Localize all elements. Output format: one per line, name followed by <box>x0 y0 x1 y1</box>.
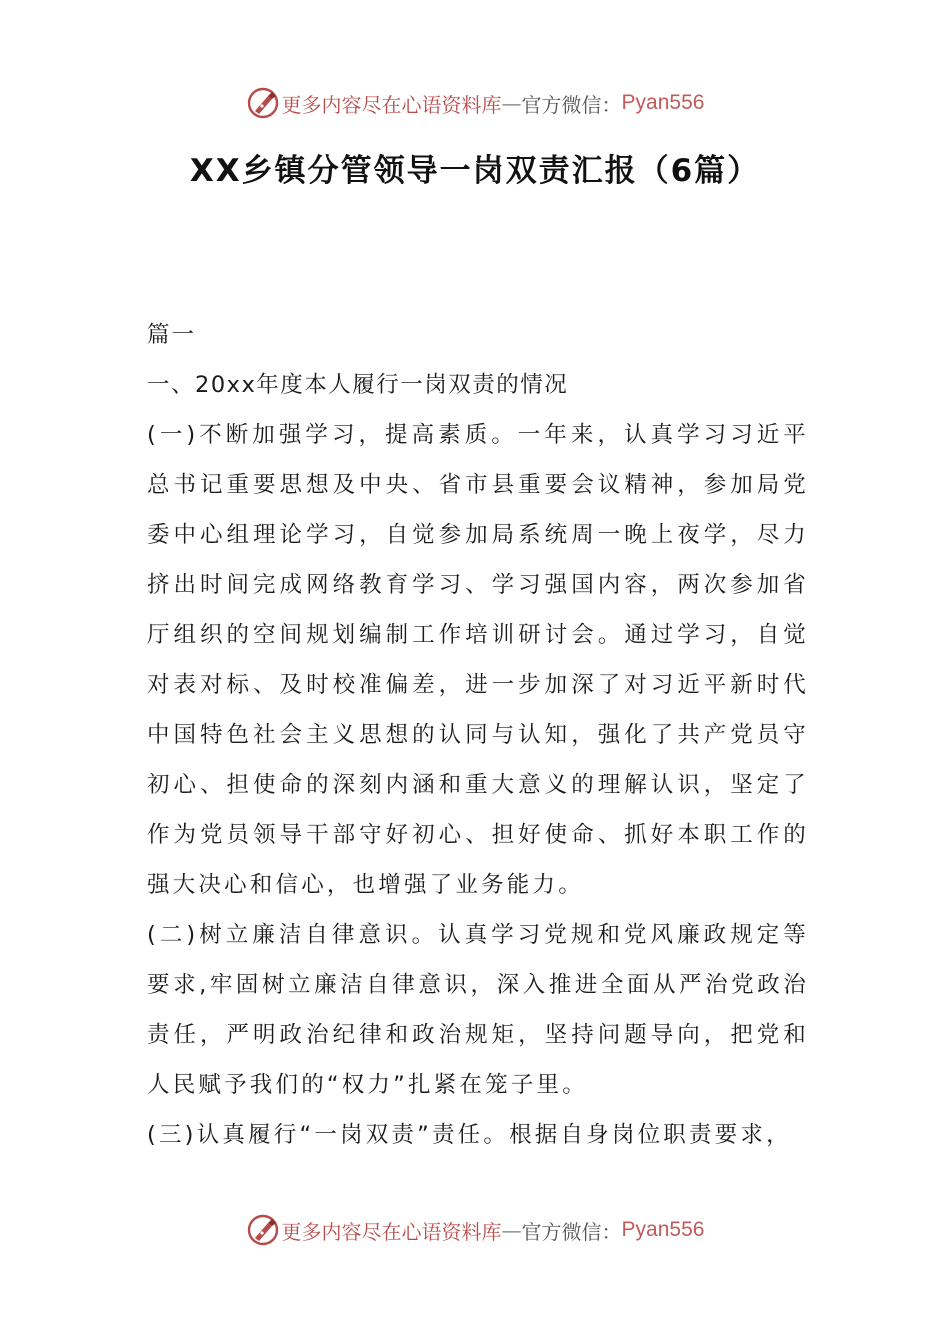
paragraph-3: (三)认真履行“一岗双责”责任。根据自身岗位职责要求， <box>147 1122 792 1148</box>
document-body <box>147 310 809 1160</box>
document-title: XX乡镇分管领导一岗双责汇报（6篇） <box>189 153 761 189</box>
watermark-main-text: 更多内容尽在心语资料库 <box>281 92 502 117</box>
section-heading: 一、20xx年度本人履行一岗双责的情况 <box>147 372 569 398</box>
watermark-header <box>0 83 950 123</box>
watermark-official-label: 官方微信： <box>521 92 622 117</box>
watermark-footer <box>0 1210 950 1250</box>
watermark-main-text: 更多内容尽在心语资料库 <box>281 1219 502 1244</box>
watermark-separator: — <box>501 91 522 115</box>
pen-nib-logo-icon <box>246 86 280 120</box>
paragraph-2: (二)树立廉洁自律意识。认真学习党规和党风廉政规定等要求,牢固树立廉洁自律意识，深入推进全面从严治党政治责任，严明政治纪律和政治规矩，坚持问题导向，把党和人民赋予我们的“权力”扎紧在笼子里。 <box>147 922 809 1098</box>
watermark-official-label: 官方微信： <box>521 1219 622 1244</box>
pen-nib-logo-icon <box>246 1213 280 1247</box>
watermark-separator: — <box>501 1218 522 1242</box>
paragraph-1: (一)不断加强学习，提高素质。一年来，认真学习习近平总书记重要思想及中央、省市县重要会议精神，参加局党委中心组理论学习，自觉参加局系统周一晚上夜学，尽力挤出时间完成网络教育学习、学习强国内容，两次参加省厅组织的空间规划编制工作培训研讨会。通过学习，自觉对表对标、及时校准偏差，进一步加深了对习近平新时代中国特色社会主义思想的认同与认知，强化了共产党员守初心、担使命的深刻内涵和重大意义的理解认识，坚定了作为党员领导干部守好初心、担好使命、抓好本职工作的强大决心和信心，也增强了业务能力。 <box>147 422 809 898</box>
watermark-wechat-id: Pyan556 <box>621 91 705 114</box>
watermark-wechat-id: Pyan556 <box>621 1218 705 1241</box>
section-label: 篇一 <box>147 322 197 348</box>
